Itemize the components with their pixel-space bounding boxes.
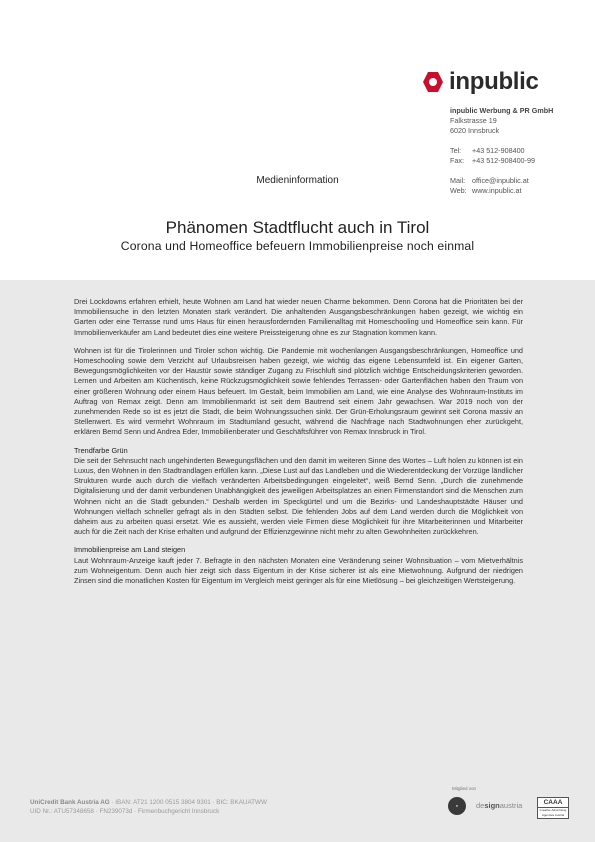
designaustria-logo <box>476 801 522 810</box>
footer-bank <box>30 798 267 816</box>
designaustria-austria: austria <box>499 801 523 810</box>
web-link[interactable]: www.inpublic.at <box>472 186 522 195</box>
paragraph-3: Die seit der Sehnsucht nach ungehinderten Bewegungsflächen und den damit im weiteren Sinne des Wortes – Luft holen zu können ist ein Luxus, den Wohnen in den Stadtrandlagen erfüllen kann. „Diese Lust auf das Landleben und die Wiederentdeckung der Vorzüge ländlicher Strukturen wurde auch durch die vielfach veränderten Arbeitsbedingungen eingeleitet“, weiß Bernd Senn. „Durch die zunehmende Digitalisierung und der damit verbundenen Unabhängigkeit des jeweiligen Arbeitsplatzes an einen Firmenstandort sind die Menschen zum Wohnen nicht an die Stadt gebunden.“ Deshalb werden im Speckgürtel und um die Bezirks- und Landeshauptstädte Häuser und Wohnungen vielfach schneller gefragt als in den Städten selbst. Die fehlenden Jobs auf dem Land werden durch die Möglichkeit von daheim aus zu arbeiten quasi ersetzt. Wie es aussieht, werden viele Firmen diese Möglichkeit für ihre Mitarbeiterinnen und Mitarbeiter auch für die Zeit nach der Krise erhalten und aufgrund der Effizienzgewinne nicht mehr zu alten Gewohnheiten zurückkehren. <box>74 455 523 537</box>
fax-value: +43 512-908400-99 <box>472 156 535 165</box>
uid-line: UID Nr.: ATU57348658 · FN239073d · Firmenbuchgericht Innsbruck <box>30 808 220 815</box>
address-street: Falkstrasse 19 <box>450 116 497 125</box>
section-heading-preise: Immobilienpreise am Land steigen <box>74 545 186 555</box>
tel-value: +43 512-908400 <box>472 146 525 155</box>
company-name: inpublic Werbung & PR GmbH <box>450 106 554 115</box>
logo <box>422 70 539 94</box>
tel-label: Tel: <box>450 146 462 155</box>
bank-name: UniCredit Bank Austria AG <box>30 799 110 806</box>
designaustria-de: de <box>476 801 485 810</box>
bank-details: · IBAN: AT21 1200 0515 3804 9301 · BIC: BKAUATWW <box>111 799 267 806</box>
member-badge-icon: ● <box>448 797 466 815</box>
caaa-text: CAAA <box>543 799 563 806</box>
inpublic-logo-icon <box>422 71 444 93</box>
doc-label: Medieninformation <box>256 175 339 186</box>
address-city: 6020 Innsbruck <box>450 126 500 135</box>
caaa-subtext: Creative Advertising Agencies Austria <box>539 808 567 817</box>
body-text <box>74 297 523 594</box>
section-heading-gruen: Trendfarbe Grün <box>74 445 128 455</box>
fax-label: Fax: <box>450 156 464 165</box>
paragraph-4: Laut Wohnraum-Anzeige kauft jeder 7. Befragte in den nächsten Monaten eine Veränderung seiner Wohnsituation – vom Mietverhältnis zum Wohneigentum. Denn auch hier zeigt sich dass Eigentum in der Krise sicherer ist als eine Mietwohnung. Aufgrund der niedrigen Zinsen sind die monatlichen Kosten für Eigentum im Vergleich meist geringer als für eine Mietlösung – bei gleichzeitigen Wertsteigerung. <box>74 555 523 586</box>
doc-title: Phänomen Stadtflucht auch in Tirol <box>165 218 430 237</box>
paragraph-intro: Drei Lockdowns erfahren erhielt, heute Wohnen am Land hat wieder neuen Charme bekommen. Denn Corona hat die Prioritäten bei der Immobiliensuche in den letzten Monaten stark verändert. Die anhaltenden Ausgangsbeschränkungen haben gezeigt, wie wichtig ein Garten oder eine Terrasse rund ums Haus für einen herausfordernden Familienalltag mit Homeschooling und Homeoffice sein kann. Für Immobilienverkäufer am Land bedeutet dies eine weitere Preissteigerung ohne es zur Stagnation kommen kann. <box>74 297 523 337</box>
mail-link[interactable]: office@inpublic.at <box>472 176 529 185</box>
members-label: Mitglied von <box>452 786 477 791</box>
web-label: Web: <box>450 186 467 195</box>
doc-subtitle: Corona und Homeoffice befeuern Immobilienpreise noch einmal <box>120 239 475 253</box>
logo-text: inpublic <box>449 68 539 95</box>
mail-label: Mail: <box>450 176 466 185</box>
caaa-logo <box>537 797 569 819</box>
designaustria-sign: sign <box>484 801 500 810</box>
paragraph-2: Wohnen ist für die Tirolerinnen und Tiroler schon wichtig. Die Pandemie mit wochenlangen Ausgangsbeschränkungen, Homeoffice und Homeschooling sowie dem Verzicht auf Urlaubsreisen haben gezeigt, wie wichtig das eigene Lebensumfeld ist. Ein eigener Garten, Bewegungsmöglichkeiten vor der Haustür sowie ständiger Zugang zu Frischluft sind plötzlich wichtige Entscheidungskriterien geworden. Lernen und Arbeiten am Küchentisch, keine Rückzugsmöglichkeit sowie fehlendes Terrassen- oder Gartenflächen haben den Traum von einer größeren Wohnung oder einem Haus befeuert. Im Gestalt, beim Immobilien am Land, wie eine Analyse des Wohnraum-Instituts im Auftrag von Remax zeigt. Denn am Immobilienmarkt ist seit dem Bautrend seit einem Jahr gewachsen. War 2019 noch von der zunehmenden Rede so ist es jetzt die Stadt, die beim Wohnungssuchen sinkt. Der Grün-Erholungsraum gewinnt seit Corona massiv an Stellenwert. Es wird vermehrt Wohnraum im Stadtumland gesucht, während die Nachfrage nach Stadtwohnungen eher zurückgeht, erklären Bernd Senn und Andrea Eder, Immobilienberater und Geschäftsführer von Remax Innsbruck in Tirol. <box>74 345 523 437</box>
